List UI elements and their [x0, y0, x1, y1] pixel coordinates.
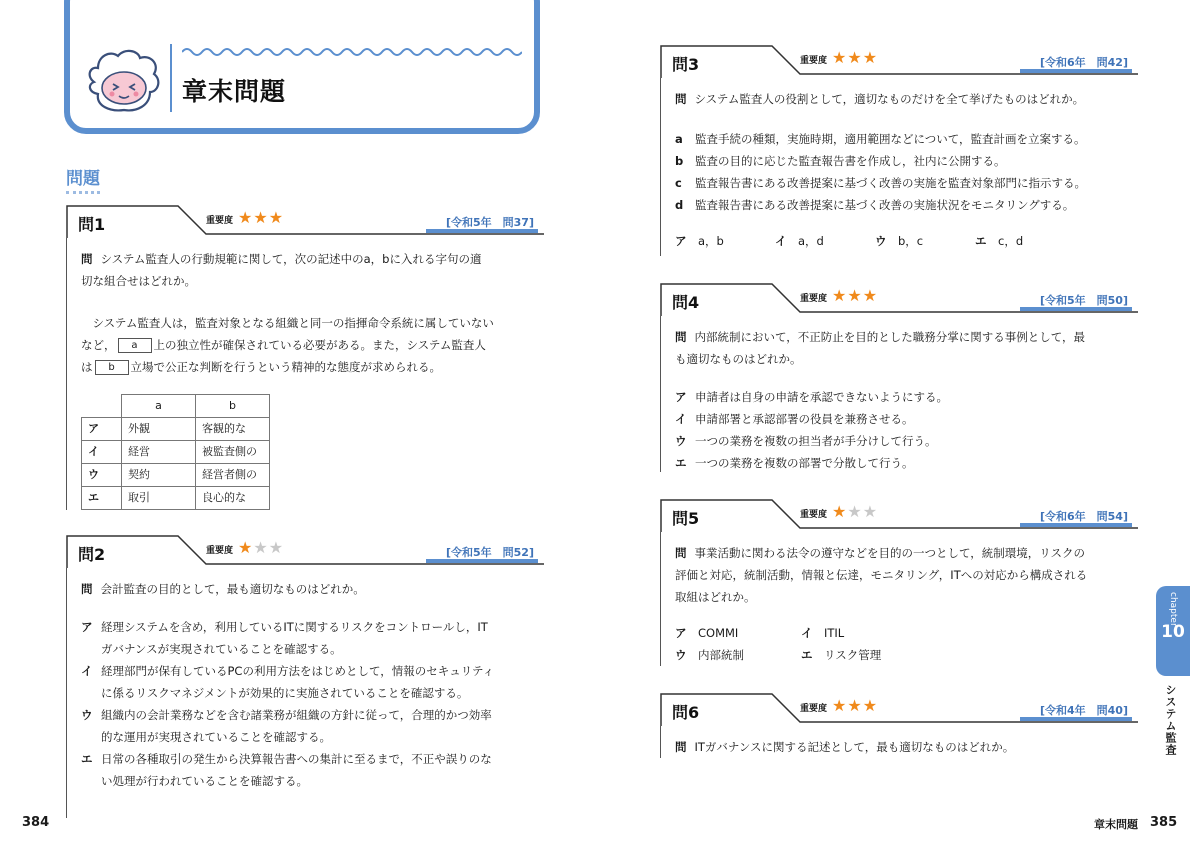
question-number: 問4	[672, 293, 700, 312]
star-icon: ★	[862, 696, 879, 715]
exam-underline	[426, 559, 538, 563]
section-label: 問題	[66, 164, 100, 194]
star-icon: ★	[238, 208, 254, 227]
question-header	[660, 282, 1138, 316]
chapter-header-card	[64, 0, 540, 134]
answer-choices	[675, 230, 1130, 252]
table-row: エ 取引 良心的な	[82, 487, 270, 510]
importance-stars	[238, 538, 284, 557]
star-icon: ★	[847, 502, 863, 521]
answer-option: エ 一つの業務を複数の部署で分散して行う。	[675, 456, 914, 470]
chapter-number: 10	[1161, 622, 1185, 642]
running-title: 章末問題	[1094, 818, 1138, 831]
answer-option: エ 日常の各種取引の発生から決算報告書への集計に至るまで，不正や誤りのな い処理が行われていることを確認する。	[81, 752, 492, 788]
question-body	[66, 568, 544, 818]
table-row: イ 経営 被監査側の	[82, 441, 270, 464]
question-text: 切な組合せはどれか。	[81, 274, 196, 288]
exam-underline	[1020, 307, 1132, 311]
answer-option: ウ 一つの業務を複数の担当者が手分けして行う。	[675, 434, 937, 448]
table-row: ウ 契約 経営者側の	[82, 464, 270, 487]
star-icon: ★	[832, 286, 848, 305]
star-icon: ★	[253, 538, 269, 557]
exam-underline	[1020, 523, 1132, 527]
answer-option: イ 申請部署と承認部署の役員を兼務させる。	[675, 412, 914, 426]
question-1	[66, 204, 544, 510]
answer-option: イ a，d	[775, 234, 824, 248]
question-body	[660, 316, 1138, 472]
answer-option: ア a，b	[675, 234, 724, 248]
question-text: ITガバナンスに関する記述として，最も適切なものはどれか。	[694, 740, 1015, 754]
question-2	[66, 534, 544, 818]
question-header	[66, 204, 544, 238]
star-icon: ★	[253, 208, 269, 227]
importance-stars	[832, 502, 878, 521]
exam-reference: [令和5年 問52]	[445, 546, 534, 559]
star-icon: ★	[832, 696, 848, 715]
star-icon: ★	[847, 48, 863, 67]
answer-table	[81, 394, 270, 510]
star-icon: ★	[238, 538, 254, 557]
answer-option: イ 経理部門が保有しているPCの利用方法をはじめとして，情報のセキュリティ に係るリスクマネジメントが効果的に実施されていることを確認する。	[81, 664, 495, 700]
question-3	[660, 44, 1138, 256]
question-header	[660, 692, 1138, 726]
chapter-word: chapter	[1168, 592, 1178, 627]
answer-option: ア COMMI	[675, 626, 739, 640]
question-text: システム監査人の行動規範に関して，次の記述中のa，bに入れる字句の適	[100, 252, 482, 266]
importance-stars	[238, 208, 284, 227]
statement-item: b 監査の目的に応じた監査報告書を作成し，社内に公開する。	[675, 154, 1006, 168]
statement-item: c 監査報告書にある改善提案に基づく改善の実施を監査対象部門に指示する。	[675, 176, 1086, 190]
importance-label: 重要度	[800, 510, 828, 520]
star-icon: ★	[847, 286, 863, 305]
question-text: 内部統制において，不正防止を目的とした職務分掌に関する事例として，最	[694, 330, 1086, 344]
question-body	[660, 726, 1138, 758]
question-text: 評価と対応，統制活動，情報と伝達，モニタリング，ITへの対応から構成される	[675, 568, 1088, 582]
question-text: システム監査人の役割として，適切なものだけを全て挙げたものはどれか。	[694, 92, 1085, 106]
exam-underline	[1020, 69, 1132, 73]
blank-a: a	[118, 338, 152, 353]
question-5	[660, 498, 1138, 666]
exam-reference: [令和6年 問42]	[1039, 56, 1128, 69]
question-text: 取組はどれか。	[675, 590, 756, 604]
answer-option: イ ITIL	[801, 626, 845, 640]
star-icon: ★	[832, 502, 848, 521]
answer-choices	[675, 644, 1130, 666]
question-header	[660, 498, 1138, 532]
question-number: 問3	[672, 55, 700, 74]
question-mark: 問	[675, 330, 687, 344]
question-6	[660, 692, 1138, 758]
left-page-number: 384	[22, 815, 50, 830]
exam-reference: [令和5年 問37]	[445, 216, 534, 229]
importance-label: 重要度	[206, 216, 234, 226]
passage-text: システム監査人は，監査対象となる組織と同一の指揮命令系統に属していない	[81, 316, 494, 330]
question-body	[660, 78, 1138, 256]
question-number: 問5	[672, 509, 700, 528]
answer-option: ウ 内部統制	[675, 648, 744, 662]
question-body: 問 システム監査人の行動規範に関して，次の記述中のa，bに入れる字句の適 切な組合せはどれか。 システム監査人は，監査対象となる組織と同一の指揮命令系統に属していない など， a 上の独立性が確保されている必要がある。また，システム監査人 は b 立場で公正な判断を行うという精神的な態度が求められる。 a b ア 外観 客観的な イ 経営 被監査側の ウ 契約 経営者側の エ 取引 良心的な	[66, 238, 544, 510]
answer-option: ア 経理システムを含め，利用しているITに関するリスクをコントロールし，IT ガバナンスが実現されていることを確認する。	[81, 620, 488, 656]
question-text: も適切なものはどれか。	[675, 352, 802, 366]
star-icon: ★	[268, 208, 285, 227]
answer-choices	[675, 622, 1130, 644]
question-4	[660, 282, 1138, 472]
wave-decoration	[182, 46, 522, 58]
statement-item: d 監査報告書にある改善提案に基づく改善の実施状況をモニタリングする。	[675, 198, 1075, 212]
answer-option: ウ b，c	[875, 234, 924, 248]
question-number: 問1	[78, 215, 106, 234]
star-icon: ★	[862, 48, 879, 67]
star-icon: ★	[862, 286, 879, 305]
importance-stars	[832, 286, 878, 305]
question-mark: 問	[81, 582, 93, 596]
question-text: 会計監査の目的として，最も適切なものはどれか。	[100, 582, 365, 596]
importance-label: 重要度	[800, 704, 828, 714]
chapter-title: 章末問題	[182, 77, 287, 106]
answer-option: ア 申請者は自身の申請を承認できないようにする。	[675, 390, 948, 404]
chapter-side-tab	[1156, 586, 1190, 676]
star-icon: ★	[862, 502, 879, 521]
question-header	[66, 534, 544, 568]
blank-b: b	[95, 360, 129, 375]
card-divider	[170, 44, 172, 112]
star-icon: ★	[847, 696, 863, 715]
mascot-icon	[84, 46, 164, 116]
exam-underline	[1020, 717, 1132, 721]
answer-option: エ c，d	[975, 234, 1024, 248]
question-number: 問2	[78, 545, 106, 564]
importance-label: 重要度	[206, 546, 234, 556]
question-text: 事業活動に関わる法令の遵守などを目的の一つとして，統制環境，リスクの	[694, 546, 1086, 560]
star-icon: ★	[268, 538, 285, 557]
importance-stars	[832, 696, 878, 715]
answer-option: エ リスク管理	[801, 648, 882, 662]
table-row: ア 外観 客観的な	[82, 418, 270, 441]
table-header: b	[196, 395, 270, 418]
chapter-side-label: システム監査	[1164, 684, 1177, 756]
importance-label: 重要度	[800, 294, 828, 304]
right-page-number: 385	[1150, 815, 1178, 830]
statement-item: a 監査手続の種類，実施時期，適用範囲などについて，監査計画を立案する。	[675, 132, 1086, 146]
question-mark: 問	[81, 252, 93, 266]
question-header	[660, 44, 1138, 78]
question-mark: 問	[675, 92, 687, 106]
exam-reference: [令和6年 問54]	[1039, 510, 1128, 523]
exam-reference: [令和4年 問40]	[1039, 704, 1128, 717]
question-number: 問6	[672, 703, 700, 722]
importance-label: 重要度	[800, 56, 828, 66]
exam-underline	[426, 229, 538, 233]
question-body	[660, 532, 1138, 666]
question-mark: 問	[675, 740, 687, 754]
star-icon: ★	[832, 48, 848, 67]
exam-reference: [令和5年 問50]	[1039, 294, 1128, 307]
answer-option: ウ 組織内の会計業務などを含む諸業務が組織の方針に従って，合理的かつ効率 的な運用が実現されていることを確認する。	[81, 708, 492, 744]
table-header: a	[122, 395, 196, 418]
importance-stars	[832, 48, 878, 67]
question-mark: 問	[675, 546, 687, 560]
